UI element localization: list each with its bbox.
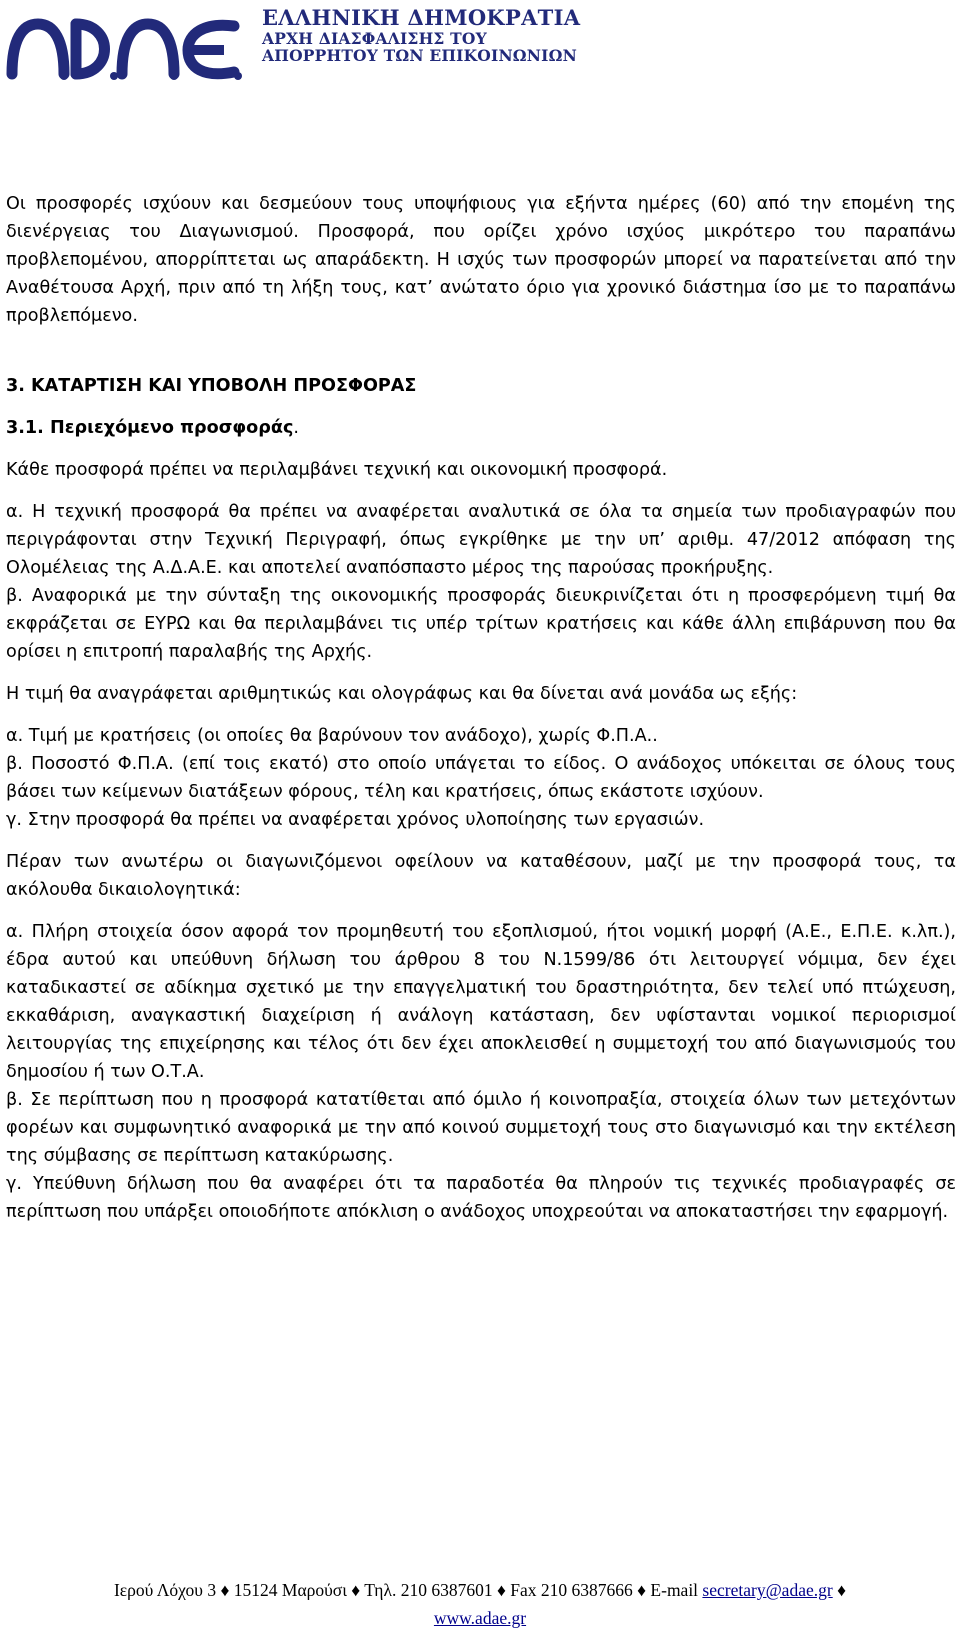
list-item-price-c: γ. Στην προσφορά θα πρέπει να αναφέρεται χρόνος υλοποίησης των εργασιών. xyxy=(6,810,705,830)
footer-address: Ιερού Λόχου 3 ♦ 15124 Μαρούσι ♦ Τηλ. 210 6387601 ♦ Fax 210 6387666 ♦ E-mail xyxy=(113,1580,703,1600)
list-item-documents-b: β. Σε περίπτωση που η προσφορά κατατίθεται από όμιλο ή κοινοπραξία, στοιχεία όλων των μετεχόντων φορέων και συμφωνητικό αναφορικά με την από κοινού συμμετοχή τους στο διαγωνισμό και την εκτέλεση της σύμβασης σε περίπτωση κατακύρωσης. xyxy=(6,1090,956,1166)
list-item-price-b: β. Ποσοστό Φ.Π.Α. (επί τοις εκατό) στο οποίο υπάγεται το είδος. Ο ανάδοχος υπόκειται σε όλους τους βάσει των κείμενων διατάξεων φόρους, τέλη και κρατήσεις, όπως εκάστοτε ισχύουν. xyxy=(6,754,956,802)
paragraph-technical-offer: α. Η τεχνική προσφορά θα πρέπει να αναφέρεται αναλυτικά σε όλα τα σημεία των προδιαγραφών που περιγράφονται στην Τεχνική Περιγραφή, όπως εγκρίθηκε με την υπ’ αριθμ. 47/2012 απόφαση της Ολομέλειας της Α.Δ.Α.Ε. και αποτελεί αναπόσπαστο μέρος της παρούσας προκήρυξης. xyxy=(6,502,956,578)
list-item-documents-c: γ. Υπεύθυνη δήλωση που θα αναφέρει ότι τα παραδοτέα θα πληρούν τις τεχνικές προδιαγραφές σε περίπτωση που υπάρξει οποιοδήποτε απόκλιση ο ανάδοχος υποχρεούται να αποκαταστήσει την εφαρμογή. xyxy=(6,1174,956,1222)
section-heading: 3. ΚΑΤΑΡΤΙΣΗ ΚΑΙ ΥΠΟΒΟΛΗ ΠΡΟΣΦΟΡΑΣ xyxy=(6,376,417,396)
subsection-heading-line xyxy=(6,414,956,442)
subsection-heading: 3.1. Περιεχόμενο προσφοράς xyxy=(6,418,294,438)
adae-logo xyxy=(4,10,244,82)
subsection-heading-dot: . xyxy=(293,418,299,438)
footer-email-link[interactable]: secretary@adae.gr xyxy=(702,1580,833,1600)
org-line-2: ΑΡΧΗ ΔΙΑΣΦΑΛΙΣΗΣ ΤΟΥ xyxy=(262,28,487,48)
list-item-price-a: α. Τιμή με κρατήσεις (οι οποίες θα βαρύνουν τον ανάδοχο), χωρίς Φ.Π.Α.. xyxy=(6,726,658,746)
list-item-documents-a: α. Πλήρη στοιχεία όσον αφορά τον προμηθευτή του εξοπλισμού, ήτοι νομική μορφή (Α.Ε., Ε.Π.Ε. κ.λπ.), έδρα αυτού και υπεύθυνη δήλωση του άρθρου 8 του Ν.1599/86 ότι λειτουργεί νόμιμα, δεν έχει καταδικαστεί σε αδίκημα σχετικό με την επαγγελματική του δραστηριότητα, δεν τελεί υπό πτώχευση, εκκαθάριση, αναγκαστική διαχείριση ή ανάλογη κατάσταση, δεν υφίστανται νομικοί περιορισμοί λειτουργίας της επιχείρησης και τέλος ότι δεν έχει αποκλεισθεί η συμμετοχή του από διαγωνισμούς του δημοσίου ή των Ο.Τ.Α. xyxy=(6,922,956,1082)
footer-website-link[interactable]: www.adae.gr xyxy=(433,1608,527,1628)
org-line-3: ΑΠΟΡΡΗΤΟΥ ΤΩΝ ΕΠΙΚΟΙΝΩΝΙΩΝ xyxy=(262,45,577,65)
paragraph-content-intro: Κάθε προσφορά πρέπει να περιλαμβάνει τεχνική και οικονομική προσφορά. xyxy=(6,460,668,480)
paragraph-offer-validity: Οι προσφορές ισχύουν και δεσμεύουν τους υποψήφιους για εξήντα ημέρες (60) από την επομένη της διενέργειας του Διαγωνισμού. Προσφορά, που ορίζει χρόνο ισχύος μικρότερο του παραπάνω προβλεπομένου, απορρίπτεται ως απαράδεκτη. Η ισχύς των προσφορών μπορεί να παρατείνεται από την Αναθέτουσα Αρχή, πριν από τη λήξη τους, κατ’ ανώτατο όριο για χρονικό διάστημα ίσο με το παραπάνω προβλεπόμενο. xyxy=(6,194,956,326)
organization-name xyxy=(262,6,580,64)
paragraph-financial-offer: β. Αναφορικά με την σύνταξη της οικονομικής προσφοράς διευκρινίζεται ότι η προσφερόμενη τιμή θα εκφράζεται σε ΕΥΡΩ και θα περιλαμβάνει τις υπέρ τρίτων κρατήσεις και κάθε άλλη επιβάρυνση που θα ορίσει η επιτροπή παραλαβής της Αρχής. xyxy=(6,586,956,662)
footer-separator: ♦ xyxy=(832,1580,847,1600)
document-body xyxy=(6,190,956,1226)
paragraph-price-intro: Η τιμή θα αναγράφεται αριθμητικώς και ολογράφως και θα δίνεται ανά μονάδα ως εξής: xyxy=(6,684,798,704)
org-line-1: ΕΛΛΗΝΙΚΗ ΔΗΜΟΚΡΑΤΙΑ xyxy=(262,5,581,30)
footer-contact-line xyxy=(0,1576,960,1604)
footer xyxy=(0,1576,960,1632)
letterhead xyxy=(0,0,960,90)
paragraph-documents-intro: Πέραν των ανωτέρω οι διαγωνιζόμενοι οφείλουν να καταθέσουν, μαζί με την προσφορά τους, τα ακόλουθα δικαιολογητικά: xyxy=(6,852,956,900)
